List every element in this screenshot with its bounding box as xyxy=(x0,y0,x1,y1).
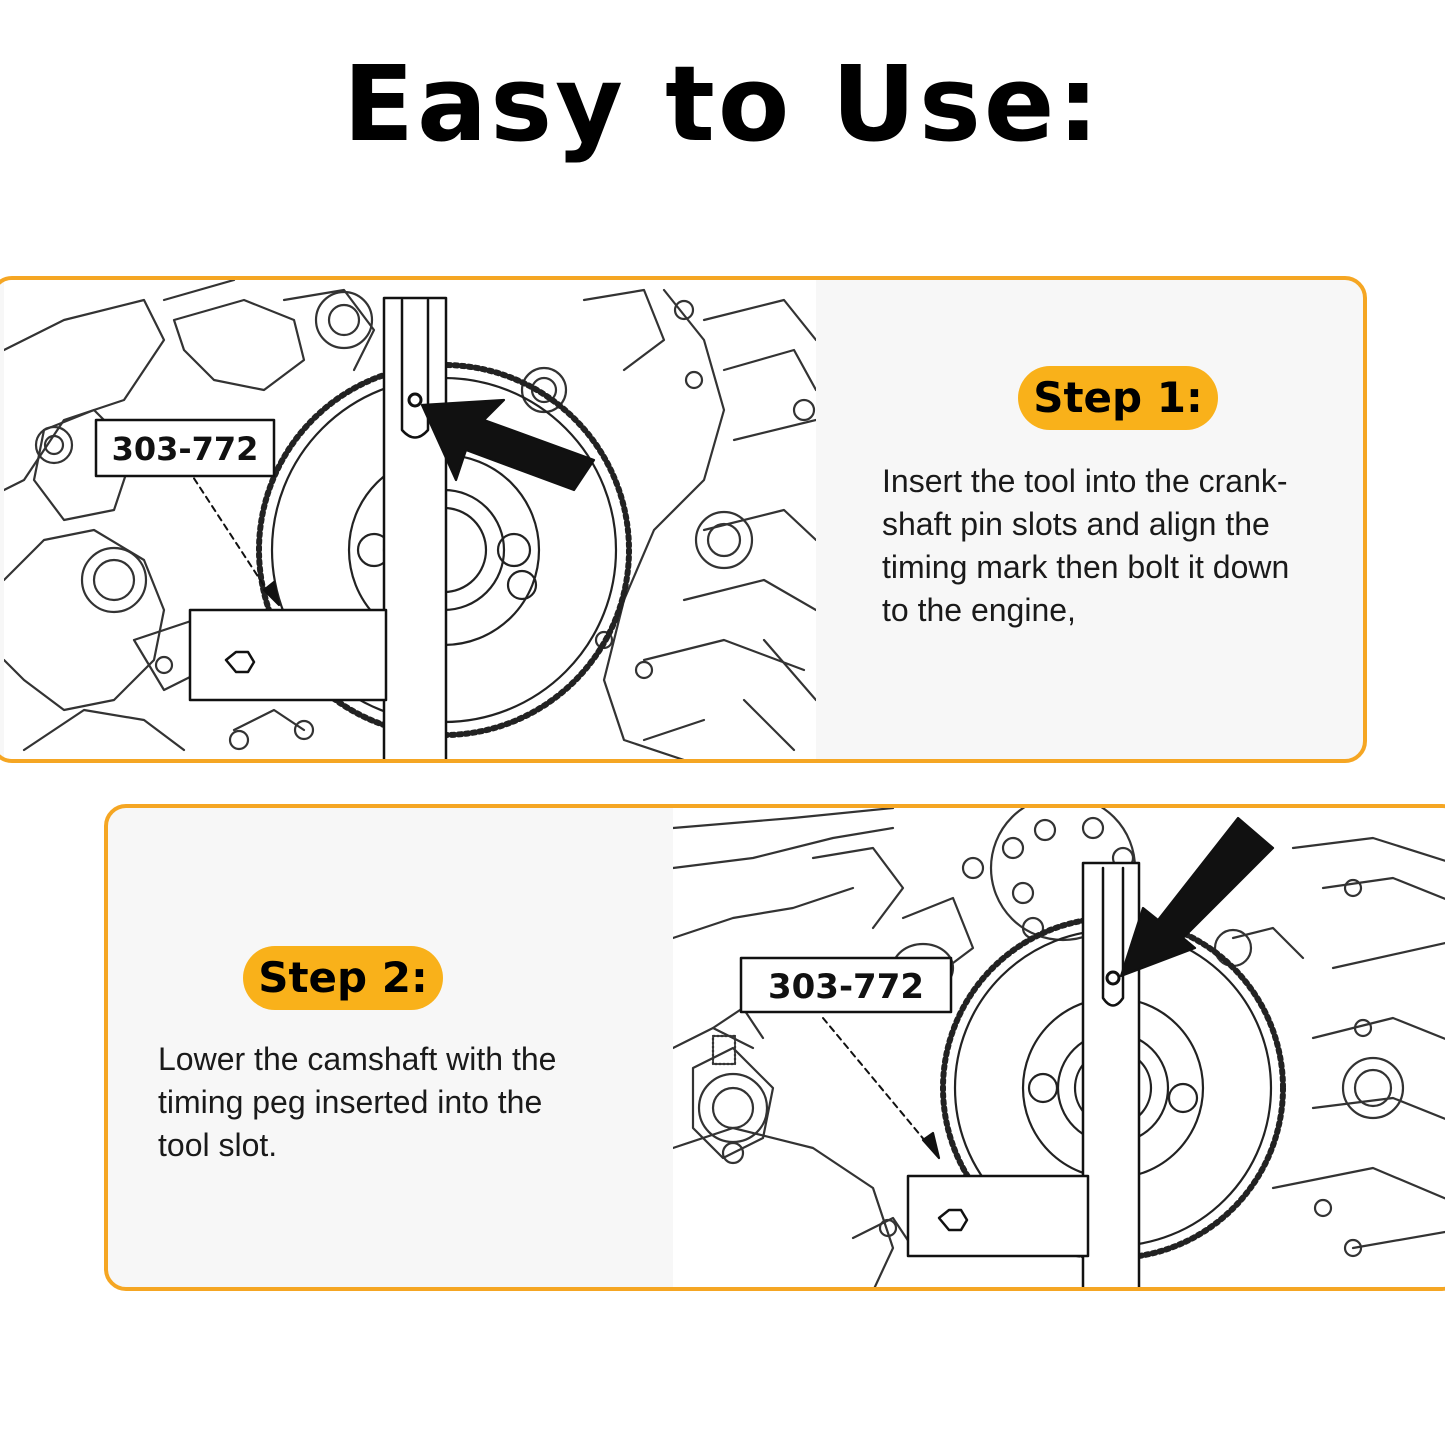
step-1-line: timing mark then bolt it down xyxy=(882,549,1290,585)
page-title: Easy to Use: xyxy=(343,43,1102,165)
step-1-card xyxy=(0,276,1367,763)
step-2-line: timing peg inserted into the xyxy=(158,1084,543,1120)
step-2-description xyxy=(158,1038,628,1167)
step-2-badge: Step 2: xyxy=(243,946,443,1010)
step-1-line: shaft pin slots and align the xyxy=(882,506,1270,542)
step-2-line: Lower the camshaft with the xyxy=(158,1041,557,1077)
step-1-illustration xyxy=(4,280,816,763)
step-2-illustration xyxy=(673,808,1445,1291)
step-2-line: tool slot. xyxy=(158,1127,278,1163)
step-1-description xyxy=(882,460,1352,632)
step-2-card xyxy=(104,804,1445,1291)
step-1-badge: Step 1: xyxy=(1018,366,1218,430)
alignment-tool xyxy=(190,298,446,763)
tool-label: 303-772 xyxy=(111,430,259,468)
step-1-line: to the engine, xyxy=(882,592,1076,628)
tool-label: 303-772 xyxy=(767,967,925,1007)
step-1-line: Insert the tool into the crank- xyxy=(882,463,1288,499)
